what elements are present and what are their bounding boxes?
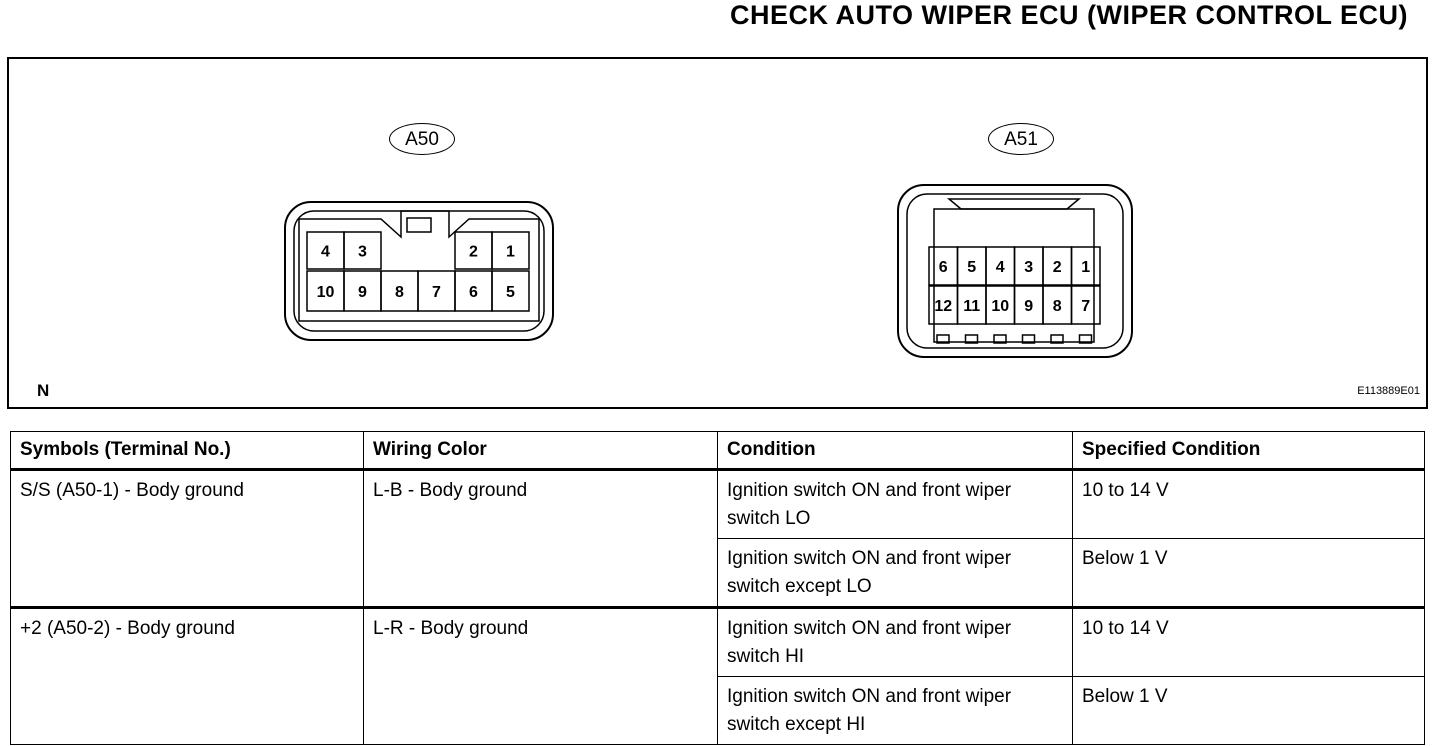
condition-cell: Ignition switch ON and front wiper switch except LO [718, 539, 1073, 608]
header-specified-condition: Specified Condition [1073, 432, 1425, 470]
a50-pin-4-label: 4 [321, 243, 330, 261]
a50-pin-2-label: 2 [469, 243, 478, 261]
connector-drawing [9, 59, 1430, 411]
figure-code: E113889E01 [1357, 385, 1420, 397]
spec-cell: Below 1 V [1073, 677, 1425, 745]
a50-pin-8-label: 8 [395, 284, 404, 301]
a51-pin-4-label: 4 [995, 259, 1005, 276]
wiring-cell: L-B - Body ground [364, 470, 718, 608]
a51-pin-12-label: 12 [934, 298, 953, 315]
a50-pin-1-label: 1 [506, 243, 515, 261]
a51-pin-2-label: 2 [1052, 259, 1062, 276]
figure-letter: N [37, 381, 50, 400]
connector-a50-pins [307, 232, 529, 311]
symbol-cell: S/S (A50-1) - Body ground [11, 470, 364, 608]
symbol-cell: +2 (A50-2) - Body ground [11, 608, 364, 745]
spec-cell: 10 to 14 V [1073, 470, 1425, 539]
a51-pin-8-label: 8 [1052, 298, 1062, 315]
spec-table [10, 431, 1425, 745]
page-title: CHECK AUTO WIPER ECU (WIPER CONTROL ECU) [729, 0, 1408, 30]
a51-pin-9-label: 9 [1024, 298, 1034, 315]
a51-pin-1-label: 1 [1081, 259, 1091, 276]
connector-a51-pins [929, 247, 1100, 343]
connector-label-a50: A50 [389, 123, 455, 155]
connector-label-a51: A51 [988, 123, 1054, 155]
a51-pin-5-label: 5 [967, 259, 977, 276]
a51-pin-3-label: 3 [1024, 259, 1034, 276]
a50-pin-7-label: 7 [432, 284, 441, 301]
a50-pin-9-label: 9 [358, 284, 367, 301]
table-row [11, 470, 1425, 539]
a50-pin-6-label: 6 [469, 284, 478, 301]
table-row [11, 608, 1425, 677]
wiring-cell: L-R - Body ground [364, 608, 718, 745]
header-symbols: Symbols (Terminal No.) [11, 432, 364, 470]
header-wiring-color: Wiring Color [364, 432, 718, 470]
condition-cell: Ignition switch ON and front wiper switch except HI [718, 677, 1073, 745]
a50-pin-3-label: 3 [358, 243, 367, 261]
a50-pin-10-label: 10 [316, 284, 335, 301]
condition-cell: Ignition switch ON and front wiper switch LO [718, 470, 1073, 539]
a51-pin-7-label: 7 [1081, 298, 1091, 315]
header-condition: Condition [718, 432, 1073, 470]
a51-pin-6-label: 6 [938, 259, 948, 276]
table-header-row [11, 432, 1425, 470]
connector-diagram [7, 57, 1428, 409]
a51-pin-10-label: 10 [991, 298, 1010, 315]
spec-cell: Below 1 V [1073, 539, 1425, 608]
a50-pin-5-label: 5 [506, 284, 515, 301]
a51-pin-11-label: 11 [963, 298, 981, 315]
condition-cell: Ignition switch ON and front wiper switch HI [718, 608, 1073, 677]
spec-cell: 10 to 14 V [1073, 608, 1425, 677]
